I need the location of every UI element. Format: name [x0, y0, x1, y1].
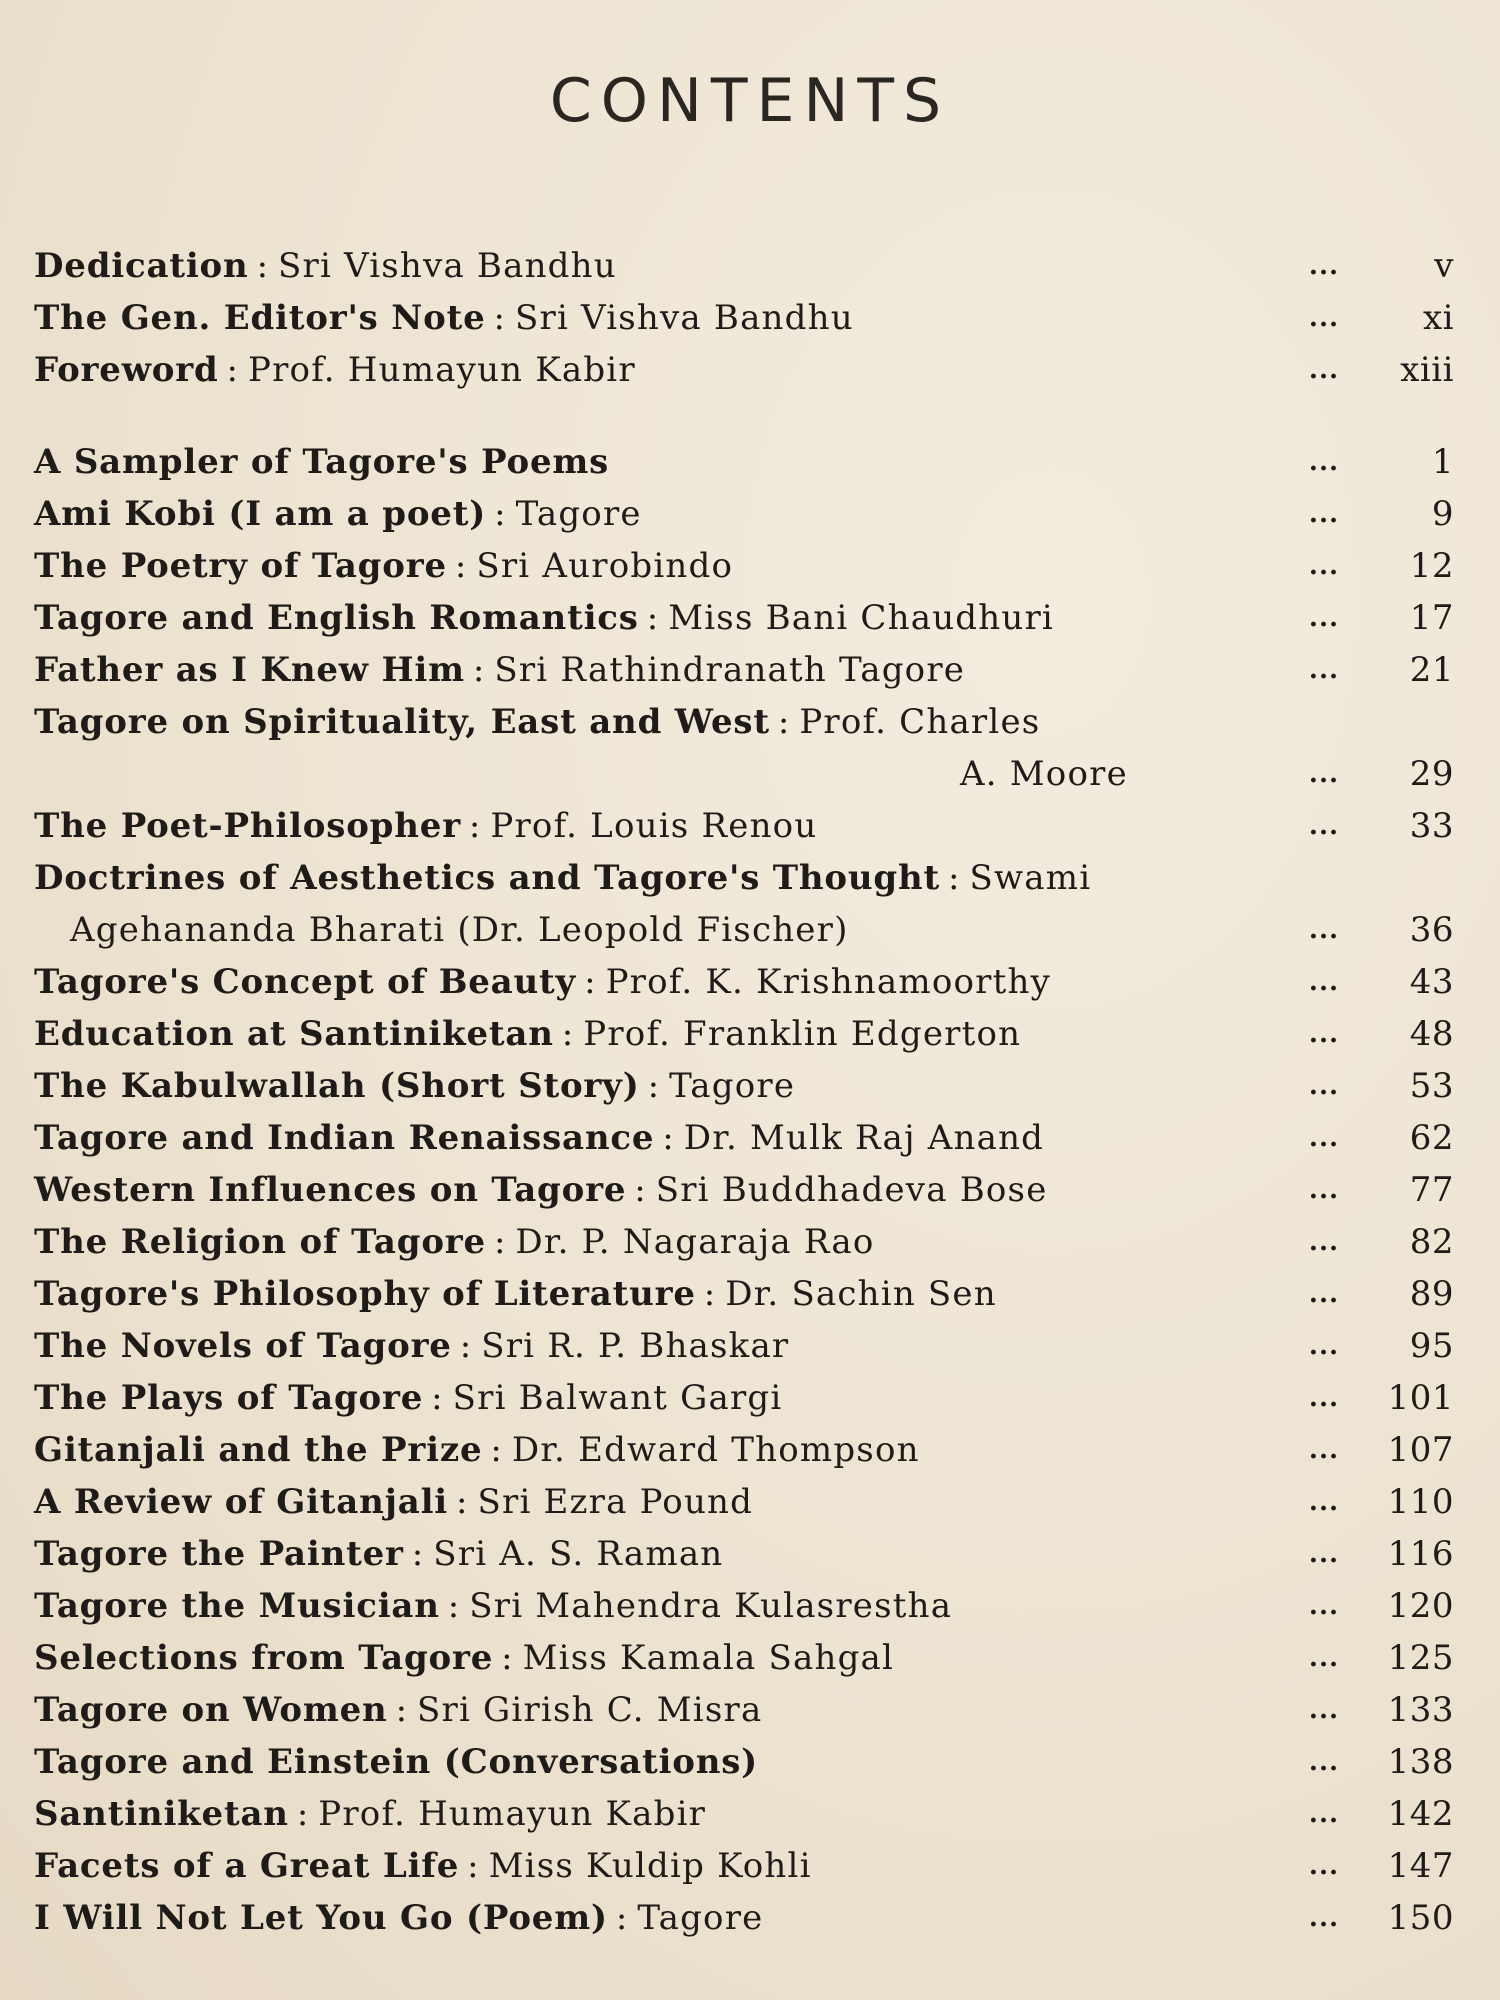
entry-author: Dr. P. Nagaraja Rao — [515, 1222, 875, 1262]
toc-entry — [34, 1164, 1454, 1216]
entry-author: Prof. Humayun Kabir — [248, 350, 636, 390]
entry-author: Sri Aurobindo — [476, 546, 734, 586]
leader-dots: ... — [1308, 1695, 1340, 1725]
entry-separator: : — [615, 1898, 628, 1938]
entry-page-number: 62 — [1409, 1118, 1454, 1158]
entry-separator: : — [948, 858, 960, 898]
entry-author: Sri Mahendra Kulasrestha — [469, 1586, 953, 1626]
leader-dots: ... — [1308, 551, 1340, 581]
entry-title: Tagore and Einstein (Conversations) — [34, 1742, 759, 1782]
entry-page-number: 125 — [1387, 1638, 1454, 1678]
entry-separator: : — [634, 1170, 646, 1210]
leader-dots: ... — [1308, 447, 1340, 477]
entry-title: The Religion of Tagore — [34, 1222, 486, 1262]
entry-separator: : — [494, 494, 506, 534]
toc-entry — [34, 1528, 1454, 1580]
entry-page-number: 21 — [1409, 650, 1454, 690]
toc-entry — [34, 1580, 1454, 1632]
leader-dots: ... — [1308, 1487, 1340, 1517]
entry-separator: : — [456, 1482, 468, 1522]
entry-author: Sri Vishva Bandhu — [515, 298, 854, 338]
entry-separator: : — [501, 1638, 513, 1678]
entry-page-number: 147 — [1387, 1846, 1454, 1886]
leader-dots: ... — [1308, 1799, 1340, 1829]
toc-entry — [34, 1840, 1454, 1892]
entry-separator: : — [467, 1846, 479, 1886]
leader-dots: ... — [1308, 1539, 1340, 1569]
leader-dots: ... — [1308, 303, 1340, 333]
entry-title: The Gen. Editor's Note — [34, 298, 486, 338]
toc-entry — [34, 1476, 1454, 1528]
leader-dots: ... — [1308, 1851, 1340, 1881]
entry-author: Prof. K. Krishnamoorthy — [605, 962, 1052, 1002]
entry-title: Tagore on Spirituality, East and West — [34, 702, 770, 742]
entry-title: A Review of Gitanjali — [34, 1482, 449, 1522]
leader-dots: ... — [1308, 251, 1340, 281]
entry-page-number: 89 — [1409, 1274, 1454, 1314]
entry-separator: : — [256, 246, 269, 286]
entry-title: Foreword — [34, 350, 219, 390]
toc-entry — [34, 800, 1454, 852]
entry-page-number: 9 — [1431, 494, 1454, 534]
entry-author: Sri Buddhadeva Bose — [655, 1170, 1048, 1210]
entry-author: Sri Rathindranath Tagore — [494, 650, 966, 690]
entry-title: Doctrines of Aesthetics and Tagore's Thought — [34, 858, 941, 898]
entry-author: Tagore — [515, 494, 642, 534]
entry-page-number: xi — [1422, 298, 1454, 338]
entry-separator: : — [431, 1378, 443, 1418]
entry-title: Ami Kobi (I am a poet) — [34, 494, 487, 534]
leader-dots: ... — [1308, 759, 1340, 789]
entry-separator: : — [411, 1534, 424, 1574]
entry-author: Tagore — [669, 1066, 796, 1106]
toc-entry — [34, 292, 1454, 344]
entry-page-number: 53 — [1409, 1066, 1454, 1106]
entry-title: I Will Not Let You Go (Poem) — [34, 1898, 608, 1938]
entry-separator: : — [493, 298, 506, 338]
entry-title: Selections from Tagore — [34, 1638, 494, 1678]
entry-author: Sri Girish C. Misra — [417, 1690, 763, 1730]
entry-title: Santiniketan — [34, 1794, 289, 1834]
entry-author: Prof. Louis Renou — [490, 806, 818, 846]
entry-title: The Plays of Tagore — [34, 1378, 424, 1418]
entry-title: The Poet-Philosopher — [34, 806, 461, 846]
entry-separator: : — [646, 598, 659, 638]
leader-dots: ... — [1308, 603, 1340, 633]
toc-entry — [34, 488, 1454, 540]
entry-page-number: 48 — [1409, 1014, 1454, 1054]
leader-dots: ... — [1308, 1435, 1340, 1465]
entry-author: Prof. Charles — [799, 702, 1041, 742]
entry-page-number: 82 — [1409, 1222, 1454, 1262]
entry-author: Sri Vishva Bandhu — [278, 246, 617, 286]
toc-entry — [34, 436, 1454, 488]
entry-page-number: 36 — [1409, 910, 1454, 950]
toc-entry — [34, 1788, 1454, 1840]
entry-author: Prof. Humayun Kabir — [318, 1794, 707, 1834]
toc-entry-continuation — [34, 748, 1454, 800]
page-title: CONTENTS — [549, 66, 951, 136]
entry-page-number: 138 — [1387, 1742, 1454, 1782]
toc-entry — [34, 696, 1454, 748]
leader-dots: ... — [1308, 1279, 1340, 1309]
entry-author: Swami — [969, 858, 1092, 898]
entry-author: Sri Balwant Gargi — [452, 1378, 783, 1418]
toc-entry-continuation — [34, 904, 1454, 956]
toc-entry — [34, 1424, 1454, 1476]
entry-separator: : — [662, 1118, 674, 1158]
entry-author-continued: A. Moore — [960, 754, 1128, 794]
toc-entry — [34, 1736, 1454, 1788]
leader-dots: ... — [1308, 1019, 1340, 1049]
toc-entry — [34, 1632, 1454, 1684]
entry-title: Tagore's Concept of Beauty — [34, 962, 577, 1002]
leader-dots: ... — [1308, 1123, 1340, 1153]
entry-author: Dr. Edward Thompson — [511, 1430, 920, 1470]
entry-page-number: v — [1434, 246, 1454, 286]
entry-title: Tagore's Philosophy of Literature — [34, 1274, 696, 1314]
leader-dots: ... — [1308, 1227, 1340, 1257]
toc-entry — [34, 1268, 1454, 1320]
entry-title: Father as I Knew Him — [34, 650, 465, 690]
entry-page-number: 77 — [1409, 1170, 1454, 1210]
entry-page-number: 1 — [1431, 442, 1454, 482]
entry-page-number: 116 — [1387, 1534, 1454, 1574]
entry-title: Facets of a Great Life — [34, 1846, 460, 1886]
entry-author-continued: Agehananda Bharati (Dr. Leopold Fischer) — [70, 910, 849, 950]
toc-entry — [34, 852, 1454, 904]
toc-entry — [34, 1060, 1454, 1112]
entry-title: Western Influences on Tagore — [34, 1170, 627, 1210]
entry-page-number: 29 — [1409, 754, 1454, 794]
leader-dots: ... — [1308, 499, 1340, 529]
entry-title: Tagore the Musician — [34, 1586, 440, 1626]
entry-separator: : — [226, 350, 239, 390]
entry-page-number: 120 — [1387, 1586, 1454, 1626]
leader-dots: ... — [1308, 1175, 1340, 1205]
entry-title: Tagore and Indian Renaissance — [34, 1118, 655, 1158]
entry-separator: : — [459, 1326, 472, 1366]
leader-dots: ... — [1308, 1331, 1340, 1361]
toc-entry — [34, 1008, 1454, 1060]
entry-separator: : — [447, 1586, 460, 1626]
toc-entry — [34, 240, 1454, 292]
entry-author: Miss Kuldip Kohli — [488, 1846, 812, 1886]
entry-author: Dr. Sachin Sen — [725, 1274, 997, 1314]
entry-page-number: 43 — [1409, 962, 1454, 1002]
toc-entry — [34, 644, 1454, 696]
entry-page-number: 133 — [1387, 1690, 1454, 1730]
entry-separator: : — [777, 702, 790, 742]
toc-entry — [34, 1372, 1454, 1424]
leader-dots: ... — [1308, 1747, 1340, 1777]
entry-page-number: 12 — [1409, 546, 1454, 586]
entry-author: Sri A. S. Raman — [433, 1534, 724, 1574]
entry-separator: : — [490, 1430, 502, 1470]
entry-title: Gitanjali and the Prize — [34, 1430, 483, 1470]
entry-page-number: 17 — [1409, 598, 1454, 638]
entry-title: The Poetry of Tagore — [34, 546, 447, 586]
leader-dots: ... — [1308, 355, 1340, 385]
entry-separator: : — [395, 1690, 408, 1730]
toc-entry — [34, 1320, 1454, 1372]
entry-separator: : — [472, 650, 485, 690]
entry-page-number: 110 — [1387, 1482, 1454, 1522]
entry-title: Tagore the Painter — [34, 1534, 404, 1574]
entry-page-number: 142 — [1387, 1794, 1454, 1834]
toc-entry — [34, 344, 1454, 396]
entry-author: Miss Bani Chaudhuri — [668, 598, 1054, 638]
entry-author: Miss Kamala Sahgal — [522, 1638, 895, 1678]
entry-page-number: 101 — [1387, 1378, 1454, 1418]
entry-page-number: xiii — [1400, 350, 1454, 390]
leader-dots: ... — [1308, 1643, 1340, 1673]
entry-title: The Kabulwallah (Short Story) — [34, 1066, 640, 1106]
leader-dots: ... — [1308, 811, 1340, 841]
entry-title: Dedication — [34, 246, 249, 286]
entry-author: Dr. Mulk Raj Anand — [683, 1118, 1045, 1158]
toc-entry — [34, 956, 1454, 1008]
entry-author: Sri R. P. Bhaskar — [481, 1326, 790, 1366]
entry-separator: : — [493, 1222, 506, 1262]
entry-page-number: 150 — [1387, 1898, 1454, 1938]
entry-separator: : — [468, 806, 481, 846]
entry-separator: : — [584, 962, 596, 1002]
leader-dots: ... — [1308, 1071, 1340, 1101]
entry-separator: : — [561, 1014, 574, 1054]
toc-entry — [34, 1216, 1454, 1268]
entry-page-number: 107 — [1387, 1430, 1454, 1470]
leader-dots: ... — [1308, 655, 1340, 685]
entry-author: Prof. Franklin Edgerton — [583, 1014, 1022, 1054]
leader-dots: ... — [1308, 915, 1340, 945]
entry-page-number: 33 — [1409, 806, 1454, 846]
toc-entry — [34, 540, 1454, 592]
leader-dots: ... — [1308, 967, 1340, 997]
entry-title: A Sampler of Tagore's Poems — [34, 442, 610, 482]
toc-entry — [34, 1112, 1454, 1164]
toc-entry — [34, 592, 1454, 644]
toc-entry — [34, 1892, 1454, 1944]
leader-dots: ... — [1308, 1591, 1340, 1621]
toc-entry — [34, 1684, 1454, 1736]
entry-title: The Novels of Tagore — [34, 1326, 452, 1366]
leader-dots: ... — [1308, 1383, 1340, 1413]
entry-author: Tagore — [637, 1898, 764, 1938]
entry-separator: : — [454, 546, 467, 586]
entry-title: Education at Santiniketan — [34, 1014, 554, 1054]
leader-dots: ... — [1308, 1903, 1340, 1933]
entry-separator: : — [703, 1274, 716, 1314]
entry-page-number: 95 — [1409, 1326, 1454, 1366]
entry-separator: : — [647, 1066, 660, 1106]
entry-separator: : — [296, 1794, 309, 1834]
entry-title: Tagore and English Romantics — [34, 598, 639, 638]
entry-author: Sri Ezra Pound — [477, 1482, 754, 1522]
entry-title: Tagore on Women — [34, 1690, 388, 1730]
